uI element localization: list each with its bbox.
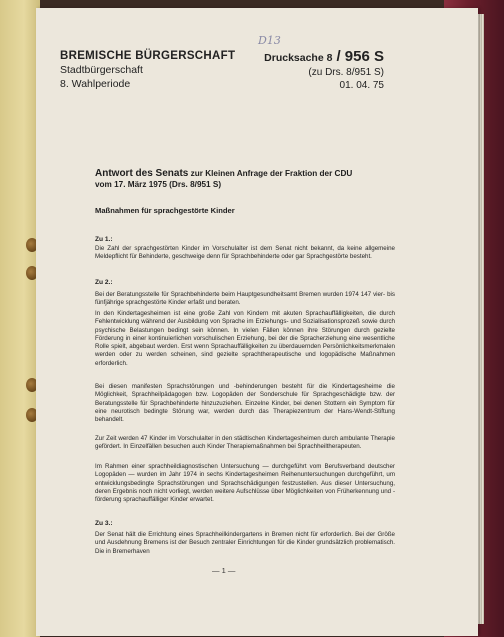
title-main: Antwort des Senats [95,168,189,179]
paragraph: Im Rahmen einer sprachheildiagnostischen Untersuchung — durchgeführt vom Berufsverband deutscher Logopäden — wurden im Jahr 1974 in sechs Kindertagesheimen Reihenuntersuchungen durchgeführt, um entwicklungsbedingte Sprachstörungen und Sprachschädigungen festzustellen. Aus dieser Untersuchung, deren Ergebnis noch nicht vorliegt, werden weitere Aufschlüsse über Möglichkeiten von Früherkennung und -förderung sprachauffälliger Kinder erwartet. [95,463,395,504]
drucksache-line [264,48,384,65]
header-right [264,48,384,91]
document-date: 01. 04. 75 [339,80,384,91]
previous-page-edge [0,0,40,637]
paragraph: Die Zahl der sprachgestörten Kinder im Vorschulalter ist dem Senat nicht bekannt, da keine allgemeine Meldepflicht für Behinderte, geschweige denn für Sprachbehinderte oder gar Sprachgestörte besteht. [95,245,395,261]
page-stack-edge [478,14,484,624]
paragraph: Bei der Beratungsstelle für Sprachbehinderte beim Hauptgesundheitsamt Bremen wurden 1974 147 vier- bis fünfjährige sprachgestörte Kinder erfaßt und beraten. [95,291,395,307]
section-heading: Zu 1.: [95,236,113,243]
drucksache-label: Drucksache 8 [264,52,333,64]
handwritten-mark: D13 [258,34,281,47]
reference: (zu Drs. 8/951 S) [308,67,384,78]
title-block [95,168,395,189]
page-number: — 1 — [212,566,236,575]
paragraph: Der Senat hält die Errichtung eines Sprachheilkindergartens in Bremen nicht für erforderlich. Bei der Größe und Ausdehnung Bremens ist der Besuch zentraler Einrichtungen für die Kinder grundsätzlich problematisch. Die in Bremerhaven [95,531,395,555]
section-heading: Zu 3.: [95,520,113,527]
header-left [60,50,235,90]
title-line2: vom 17. März 1975 (Drs. 8/951 S) [95,180,222,189]
paragraph: Bei diesen manifesten Sprachstörungen und -behinderungen besteht für die Kindertagesheime die Möglichkeit, Sprachheilpädagogen bzw. Logopäden der Sonderschule für Sprachgeschädigte bzw. der Beratungsstelle für Sprachbehinderte hinzuzuziehen. Einzelne Kinder, bei denen Stottern ein Symptom für eine neurotisch bedingte Störung war, werden durch das Therapiezentrum der Hans-Wendt-Stiftung behandelt. [95,383,395,424]
paragraph: Zur Zeit werden 47 Kinder im Vorschulalter in den städtischen Kindertagesheimen durch ambulante Therapie gefördert. In Einzelfällen besuchen auch Kinder Therapiemaßnahmen bei Sprachheiltherapeuten. [95,435,395,451]
subject-heading: Maßnahmen für sprachgestörte Kinder [95,206,235,215]
title-sub: zur Kleinen Anfrage der Fraktion der CDU [190,169,353,178]
legislative-period: 8. Wahlperiode [60,78,131,90]
drucksache-number: / 956 S [336,48,384,65]
chamber-name: Stadtbürgerschaft [60,64,143,76]
paragraph: In den Kindertagesheimen ist eine große Zahl von Kindern mit akuten Sprachauffälligkeiten, die durch Fehlentwicklung während der Ausbildung von Sprache im Erziehungs- und Sozialisationsprozeß sowie durch psychische Belastungen bedingt sein können. In vielen Fällen können ihre Störungen durch gezielte Förderung in einer kontinuierlichen vorschulischen Erziehung, bei der die Spracherziehung eine wesentliche Rolle spielt, abgebaut werden. Erst wenn Sprachauffälligkeiten zu überdauernden Persönlichkeitsmerkmalen werden oder zu werden scheinen, sind gezielte sprachtherapeutische und logopädische Maßnahmen erforderlich. [95,310,395,367]
section-heading: Zu 2.: [95,279,113,286]
organization-name: BREMISCHE BÜRGERSCHAFT [60,50,236,62]
